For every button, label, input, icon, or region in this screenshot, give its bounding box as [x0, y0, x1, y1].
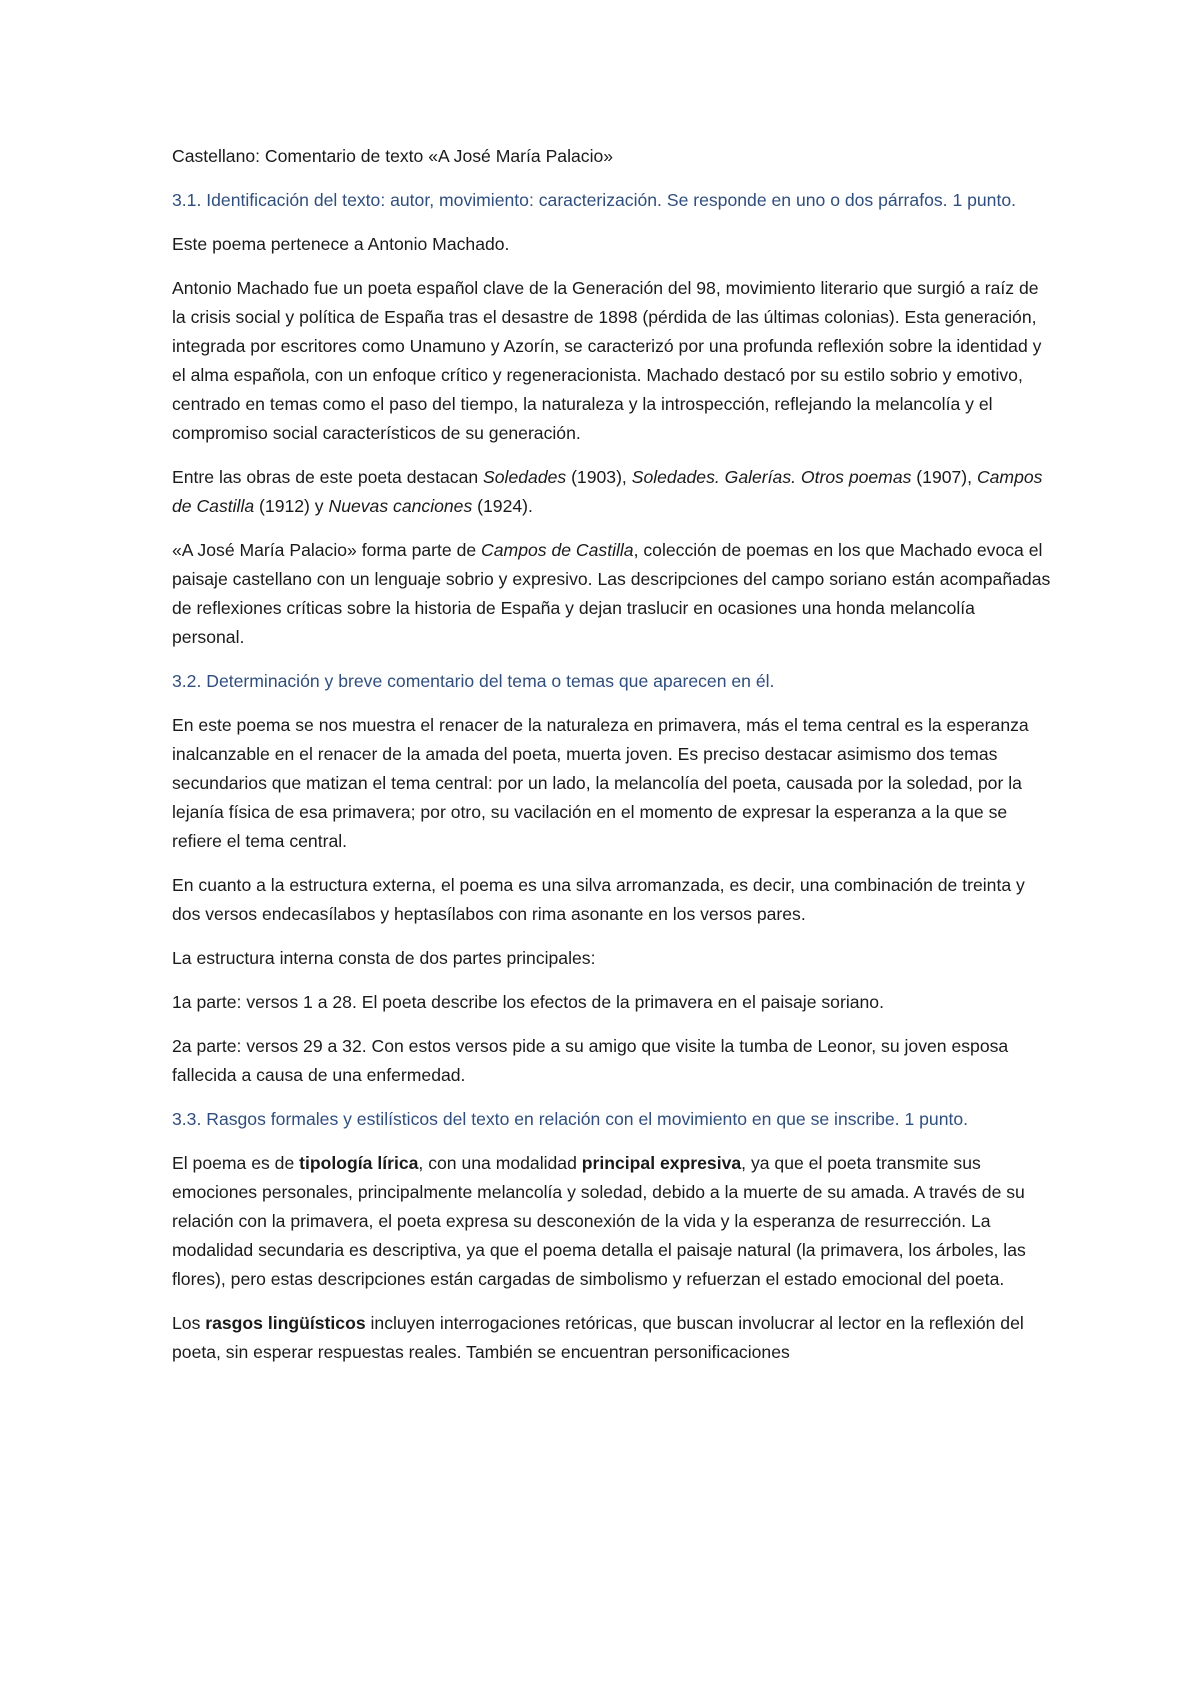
question-3-2: 3.2. Determinación y breve comentario del tema o temas que aparecen en él.: [172, 671, 775, 691]
paragraph-author: Este poema pertenece a Antonio Machado.: [172, 234, 510, 254]
text-run: (1912) y: [254, 496, 329, 516]
text-run: (1903),: [566, 467, 632, 487]
text-run: Entre las obras de este poeta destacan: [172, 467, 484, 487]
work-title: Campos de Castilla: [172, 467, 1043, 516]
text-run: (1907),: [911, 467, 977, 487]
work-title: Soledades: [483, 467, 567, 487]
paragraph-generation: Antonio Machado fue un poeta español clave de la Generación del 98, movimiento literario que surgió a raíz de la crisis social y política de España tras el desastre de 1898 (pérdida de las últimas colonias). Esta generación, integrada por escritores como Unamuno y Azorín, se caracterizó por una profunda reflexión sobre la identidad y el alma española, con un enfoque crítico y regeneracionista. Machado destacó por su estilo sobrio y emotivo, centrado en temas como el paso del tiempo, la naturaleza y la introspección, reflejando la melancolía y el compromiso social característicos de su generación.: [172, 278, 1042, 443]
work-title: Nuevas canciones: [328, 496, 473, 516]
text-run: «A José María Palacio» forma parte de: [172, 540, 482, 560]
paragraph-linguistic-features: [172, 1309, 1052, 1367]
bold-term: rasgos lingüísticos: [205, 1313, 366, 1333]
bold-term: tipología lírica: [299, 1153, 419, 1173]
work-title: Campos de Castilla: [481, 540, 634, 560]
text-run: El poema es de: [172, 1153, 300, 1173]
work-title: Soledades. Galerías. Otros poemas: [631, 467, 912, 487]
paragraph-part-2: 2a parte: versos 29 a 32. Con estos versos pide a su amigo que visite la tumba de Leonor, su joven esposa fallecida a causa de una enfermedad.: [172, 1036, 1009, 1085]
document-title: Castellano: Comentario de texto «A José María Palacio»: [172, 146, 614, 166]
text-run: Los: [172, 1313, 206, 1333]
text-run: , colección de poemas en los que Machado evoca el paisaje castellano con un lenguaje sobrio y expresivo. Las descripciones del campo soriano están acompañadas de reflexiones críticas sobre la historia de España y dejan traslucir en ocasiones una honda melancolía personal.: [172, 540, 1051, 647]
bold-term: principal expresiva: [581, 1153, 742, 1173]
paragraph-works: [172, 463, 1052, 521]
paragraph-theme: En este poema se nos muestra el renacer de la naturaleza en primavera, más el tema central es la esperanza inalcanzable en el renacer de la amada del poeta, muerta joven. Es preciso destacar asimismo dos temas secundarios que matizan el tema central: por un lado, la melancolía del poeta, causada por la soledad, por la lejanía física de esa primavera; por otro, su vacilación en el momento de expresar la esperanza a la que se refiere el tema central.: [172, 715, 1029, 851]
text-run: (1924).: [472, 496, 533, 516]
text-run: , con una modalidad: [418, 1153, 582, 1173]
text-run: incluyen interrogaciones retóricas, que buscan involucrar al lector en la reflexión del poeta, sin esperar respuestas reales. También se encuentran personificaciones: [172, 1313, 1024, 1362]
paragraph-typology: [172, 1149, 1052, 1294]
paragraph-collection: [172, 536, 1052, 652]
question-3-1: 3.1. Identificación del texto: autor, movimiento: caracterización. Se responde en uno o dos párrafos. 1 punto.: [172, 190, 1017, 210]
question-3-3: 3.3. Rasgos formales y estilísticos del texto en relación con el movimiento en que se inscribe. 1 punto.: [172, 1109, 969, 1129]
paragraph-external-structure: En cuanto a la estructura externa, el poema es una silva arromanzada, es decir, una combinación de treinta y dos versos endecasílabos y heptasílabos con rima asonante en los versos pares.: [172, 875, 1025, 924]
paragraph-internal-structure: La estructura interna consta de dos partes principales:: [172, 948, 596, 968]
paragraph-part-1: 1a parte: versos 1 a 28. El poeta describe los efectos de la primavera en el paisaje soriano.: [172, 992, 884, 1012]
document-body: [172, 142, 1052, 1382]
text-run: , ya que el poeta transmite sus emociones personales, principalmente melancolía y soledad, debido a la muerte de su amada. A través de su relación con la primavera, el poeta expresa su desconexión de la vida y la esperanza de resurrección. La modalidad secundaria es descriptiva, ya que el poema detalla el paisaje natural (la primavera, los árboles, las flores), pero estas descripciones están cargadas de simbolismo y refuerzan el estado emocional del poeta.: [172, 1153, 1026, 1289]
